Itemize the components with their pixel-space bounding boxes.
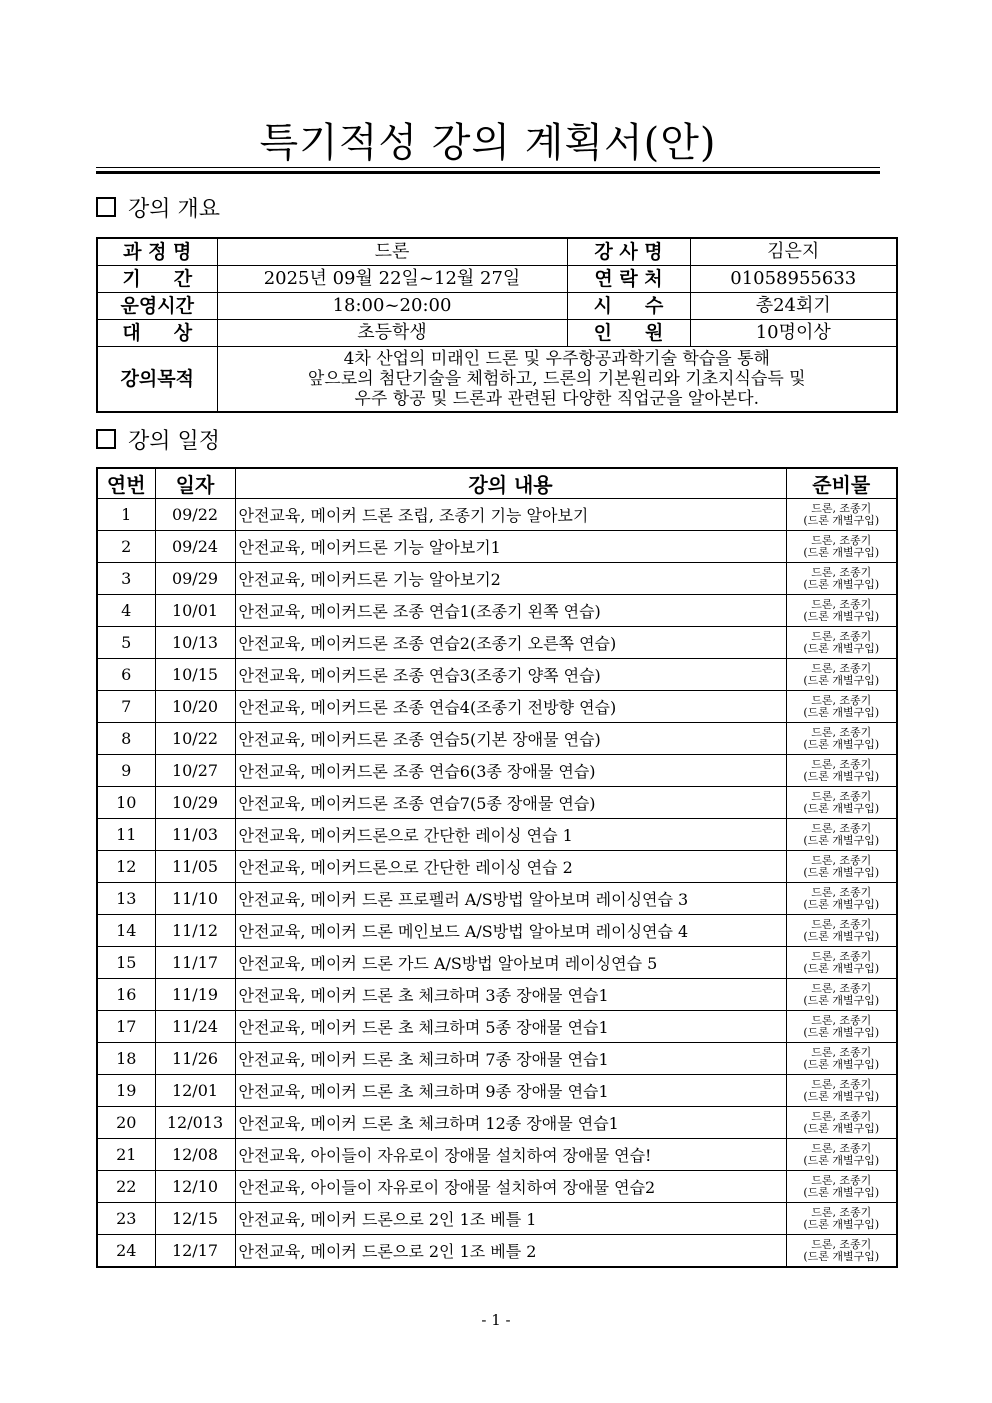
row-number: 12: [97, 851, 155, 883]
header-number: 연번: [97, 468, 155, 499]
materials-line: 드론, 조종기: [811, 949, 872, 963]
row-date: 11/03: [155, 819, 235, 851]
row-date: 12/013: [155, 1107, 235, 1139]
purpose-line: 앞으로의 첨단기술을 체험하고, 드론의 기본원리와 기초지식습득 및: [307, 369, 806, 389]
materials-line: (드론 개별구입): [803, 577, 880, 591]
row-materials: [786, 659, 897, 691]
row-content: 안전교육, 메이커드론 조종 연습3(조종기 양쪽 연습): [235, 659, 786, 691]
row-materials: [786, 723, 897, 755]
schedule-row: [97, 787, 897, 819]
materials-line: (드론 개별구입): [803, 993, 880, 1007]
row-date: 11/19: [155, 979, 235, 1011]
row-content: 안전교육, 메이커드론 조종 연습7(5종 장애물 연습): [235, 787, 786, 819]
schedule-row: [97, 723, 897, 755]
materials-line: 드론, 조종기: [811, 1109, 872, 1123]
row-materials: [786, 787, 897, 819]
row-materials: [786, 1203, 897, 1235]
row-content: 안전교육, 메이커 드론 가드 A/S방법 알아보며 레이싱연습 5: [235, 947, 786, 979]
row-date: 11/17: [155, 947, 235, 979]
materials-line: (드론 개별구입): [803, 833, 880, 847]
row-content: 안전교육, 메이커드론 조종 연습5(기본 장애물 연습): [235, 723, 786, 755]
overview-row: [97, 320, 897, 347]
row-number: 1: [97, 499, 155, 531]
row-materials: [786, 915, 897, 947]
schedule-row: [97, 627, 897, 659]
section-schedule-heading: [96, 424, 220, 454]
materials-line: 드론, 조종기: [811, 853, 872, 867]
row-materials: [786, 883, 897, 915]
row-materials: [786, 979, 897, 1011]
row-content: 안전교육, 메이커 드론 메인보드 A/S방법 알아보며 레이싱연습 4: [235, 915, 786, 947]
row-materials: [786, 1011, 897, 1043]
row-materials: [786, 819, 897, 851]
schedule-table: [96, 467, 898, 1268]
materials-line: 드론, 조종기: [811, 917, 872, 931]
schedule-row: [97, 595, 897, 627]
course-label: 과 정 명: [97, 238, 217, 266]
materials-line: (드론 개별구입): [803, 513, 880, 527]
row-materials: [786, 755, 897, 787]
materials-line: 드론, 조종기: [811, 661, 872, 675]
schedule-row: [97, 883, 897, 915]
hours-label: 운영시간: [97, 293, 217, 320]
schedule-header-row: [97, 468, 897, 499]
row-number: 16: [97, 979, 155, 1011]
materials-line: (드론 개별구입): [803, 1217, 880, 1231]
row-content: 안전교육, 아이들이 자유로이 장애물 설치하여 장애물 연습2: [235, 1171, 786, 1203]
row-date: 11/24: [155, 1011, 235, 1043]
row-date: 11/10: [155, 883, 235, 915]
row-number: 11: [97, 819, 155, 851]
materials-line: 드론, 조종기: [811, 629, 872, 643]
row-date: 11/05: [155, 851, 235, 883]
row-number: 14: [97, 915, 155, 947]
materials-line: (드론 개별구입): [803, 737, 880, 751]
materials-line: 드론, 조종기: [811, 1045, 872, 1059]
row-materials: [786, 1139, 897, 1171]
materials-line: (드론 개별구입): [803, 641, 880, 655]
materials-line: 드론, 조종기: [811, 1013, 872, 1027]
schedule-row: [97, 1203, 897, 1235]
row-date: 12/10: [155, 1171, 235, 1203]
sessions-label: 시 수: [567, 293, 690, 320]
materials-line: (드론 개별구입): [803, 801, 880, 815]
row-content: 안전교육, 메이커 드론 초 체크하며 7종 장애물 연습1: [235, 1043, 786, 1075]
checkbox-square-icon: [96, 429, 116, 449]
overview-row: [97, 293, 897, 320]
schedule-row: [97, 659, 897, 691]
row-content: 안전교육, 메이커드론 기능 알아보기2: [235, 563, 786, 595]
schedule-row: [97, 1107, 897, 1139]
row-materials: [786, 1171, 897, 1203]
row-materials: [786, 499, 897, 531]
row-number: 22: [97, 1171, 155, 1203]
checkbox-square-icon: [96, 197, 116, 217]
materials-line: 드론, 조종기: [811, 1237, 872, 1251]
materials-line: (드론 개별구입): [803, 1185, 880, 1199]
schedule-row: [97, 1043, 897, 1075]
row-number: 17: [97, 1011, 155, 1043]
schedule-row: [97, 1171, 897, 1203]
row-date: 10/29: [155, 787, 235, 819]
schedule-row: [97, 1075, 897, 1107]
section-overview-label: 강의 개요: [128, 196, 221, 222]
overview-row: [97, 238, 897, 266]
row-date: 09/22: [155, 499, 235, 531]
row-materials: [786, 627, 897, 659]
overview-row: [97, 266, 897, 293]
row-date: 11/12: [155, 915, 235, 947]
materials-line: (드론 개별구입): [803, 769, 880, 783]
page-number: - 1 -: [481, 1311, 511, 1329]
row-content: 안전교육, 메이커드론 조종 연습6(3종 장애물 연습): [235, 755, 786, 787]
materials-line: 드론, 조종기: [811, 533, 872, 547]
schedule-row: [97, 691, 897, 723]
row-number: 3: [97, 563, 155, 595]
row-number: 13: [97, 883, 155, 915]
row-content: 안전교육, 메이커드론 조종 연습2(조종기 오른쪽 연습): [235, 627, 786, 659]
row-content: 안전교육, 메이커드론 기능 알아보기1: [235, 531, 786, 563]
materials-line: 드론, 조종기: [811, 725, 872, 739]
row-date: 09/24: [155, 531, 235, 563]
materials-line: (드론 개별구입): [803, 545, 880, 559]
row-date: 10/22: [155, 723, 235, 755]
row-content: 안전교육, 아이들이 자유로이 장애물 설치하여 장애물 연습!: [235, 1139, 786, 1171]
people-value: 10명이상: [690, 320, 897, 347]
overview-table: [96, 237, 898, 413]
instructor-label: 강 사 명: [567, 238, 690, 266]
row-number: 18: [97, 1043, 155, 1075]
sessions-value: 총24회기: [690, 293, 897, 320]
title-underline: [96, 167, 880, 168]
contact-value: 01058955633: [690, 266, 897, 293]
row-content: 안전교육, 메이커 드론 조립, 조종기 기능 알아보기: [235, 499, 786, 531]
row-date: 10/15: [155, 659, 235, 691]
row-number: 23: [97, 1203, 155, 1235]
contact-label: 연 락 처: [567, 266, 690, 293]
header-content: 강의 내용: [235, 468, 786, 499]
row-content: 안전교육, 메이커 드론으로 2인 1조 베틀 2: [235, 1235, 786, 1268]
row-number: 2: [97, 531, 155, 563]
row-date: 11/26: [155, 1043, 235, 1075]
row-number: 19: [97, 1075, 155, 1107]
materials-line: 드론, 조종기: [811, 597, 872, 611]
materials-line: 드론, 조종기: [811, 1205, 872, 1219]
row-content: 안전교육, 메이커드론 조종 연습1(조종기 왼쪽 연습): [235, 595, 786, 627]
row-content: 안전교육, 메이커 드론 초 체크하며 5종 장애물 연습1: [235, 1011, 786, 1043]
schedule-row: [97, 979, 897, 1011]
materials-line: 드론, 조종기: [811, 789, 872, 803]
target-value: 초등학생: [217, 320, 567, 347]
period-label: 기 간: [97, 266, 217, 293]
row-materials: [786, 595, 897, 627]
row-date: 12/17: [155, 1235, 235, 1268]
row-date: 09/29: [155, 563, 235, 595]
row-date: 12/01: [155, 1075, 235, 1107]
row-content: 안전교육, 메이커 드론 초 체크하며 3종 장애물 연습1: [235, 979, 786, 1011]
materials-line: 드론, 조종기: [811, 501, 872, 515]
row-date: 10/20: [155, 691, 235, 723]
purpose-label: 강의목적: [97, 347, 217, 413]
materials-line: 드론, 조종기: [811, 885, 872, 899]
materials-line: (드론 개별구입): [803, 609, 880, 623]
purpose-value: [217, 347, 897, 413]
row-number: 5: [97, 627, 155, 659]
row-date: 10/01: [155, 595, 235, 627]
row-content: 안전교육, 메이커드론으로 간단한 레이싱 연습 1: [235, 819, 786, 851]
purpose-line: 4차 산업의 미래인 드론 및 우주항공과학기술 학습을 통해: [343, 349, 770, 369]
period-value: 2025년 09월 22일~12월 27일: [217, 266, 567, 293]
row-date: 12/08: [155, 1139, 235, 1171]
materials-line: 드론, 조종기: [811, 757, 872, 771]
purpose-line: 우주 항공 및 드론과 관련된 다양한 직업군을 알아본다.: [354, 389, 759, 409]
materials-line: 드론, 조종기: [811, 565, 872, 579]
row-materials: [786, 563, 897, 595]
schedule-row: [97, 1011, 897, 1043]
materials-line: (드론 개별구입): [803, 929, 880, 943]
row-materials: [786, 1235, 897, 1268]
schedule-row: [97, 563, 897, 595]
materials-line: (드론 개별구입): [803, 1153, 880, 1167]
row-content: 안전교육, 메이커드론 조종 연습4(조종기 전방향 연습): [235, 691, 786, 723]
row-materials: [786, 1043, 897, 1075]
schedule-row: [97, 1235, 897, 1268]
materials-line: (드론 개별구입): [803, 1089, 880, 1103]
row-content: 안전교육, 메이커드론으로 간단한 레이싱 연습 2: [235, 851, 786, 883]
materials-line: (드론 개별구입): [803, 705, 880, 719]
row-number: 24: [97, 1235, 155, 1268]
row-materials: [786, 531, 897, 563]
materials-line: (드론 개별구입): [803, 673, 880, 687]
materials-line: 드론, 조종기: [811, 981, 872, 995]
materials-line: (드론 개별구입): [803, 1121, 880, 1135]
materials-line: 드론, 조종기: [811, 1077, 872, 1091]
target-label: 대 상: [97, 320, 217, 347]
row-date: 10/27: [155, 755, 235, 787]
row-materials: [786, 1107, 897, 1139]
row-content: 안전교육, 메이커 드론 초 체크하며 12종 장애물 연습1: [235, 1107, 786, 1139]
materials-line: (드론 개별구입): [803, 1057, 880, 1071]
title-underline-thick: [96, 171, 880, 174]
row-number: 15: [97, 947, 155, 979]
row-materials: [786, 851, 897, 883]
header-materials: 준비물: [786, 468, 897, 499]
row-content: 안전교육, 메이커 드론 프로펠러 A/S방법 알아보며 레이싱연습 3: [235, 883, 786, 915]
materials-line: 드론, 조종기: [811, 821, 872, 835]
row-number: 6: [97, 659, 155, 691]
materials-line: (드론 개별구입): [803, 897, 880, 911]
row-content: 안전교육, 메이커 드론 초 체크하며 9종 장애물 연습1: [235, 1075, 786, 1107]
overview-row: [97, 347, 897, 413]
instructor-value: 김은지: [690, 238, 897, 266]
materials-line: (드론 개별구입): [803, 1025, 880, 1039]
row-number: 21: [97, 1139, 155, 1171]
row-content: 안전교육, 메이커 드론으로 2인 1조 베틀 1: [235, 1203, 786, 1235]
hours-value: 18:00~20:00: [217, 293, 567, 320]
row-date: 10/13: [155, 627, 235, 659]
materials-line: 드론, 조종기: [811, 693, 872, 707]
people-label: 인 원: [567, 320, 690, 347]
row-date: 12/15: [155, 1203, 235, 1235]
document-title: 특기적성 강의 계획서(안): [259, 120, 717, 166]
materials-line: 드론, 조종기: [811, 1173, 872, 1187]
section-overview-heading: [96, 192, 220, 222]
schedule-row: [97, 499, 897, 531]
materials-line: (드론 개별구입): [803, 865, 880, 879]
row-materials: [786, 947, 897, 979]
row-number: 7: [97, 691, 155, 723]
row-number: 9: [97, 755, 155, 787]
header-date: 일자: [155, 468, 235, 499]
row-number: 20: [97, 1107, 155, 1139]
schedule-row: [97, 819, 897, 851]
row-number: 4: [97, 595, 155, 627]
course-value: 드론: [217, 238, 567, 266]
schedule-row: [97, 755, 897, 787]
row-number: 10: [97, 787, 155, 819]
schedule-row: [97, 531, 897, 563]
row-materials: [786, 1075, 897, 1107]
section-schedule-label: 강의 일정: [128, 428, 221, 454]
schedule-row: [97, 915, 897, 947]
materials-line: 드론, 조종기: [811, 1141, 872, 1155]
schedule-row: [97, 1139, 897, 1171]
materials-line: (드론 개별구입): [803, 1249, 880, 1263]
row-number: 8: [97, 723, 155, 755]
schedule-row: [97, 947, 897, 979]
row-materials: [786, 691, 897, 723]
materials-line: (드론 개별구입): [803, 961, 880, 975]
schedule-row: [97, 851, 897, 883]
